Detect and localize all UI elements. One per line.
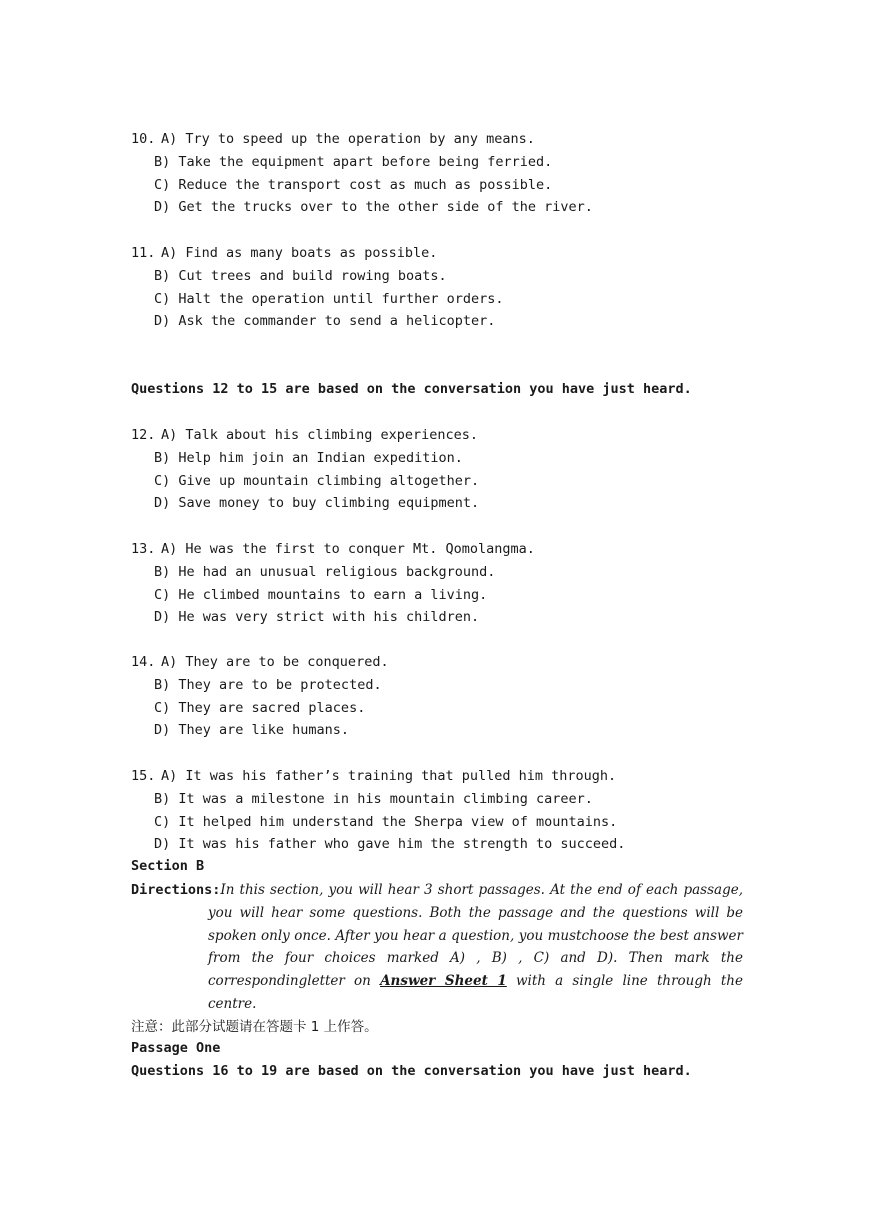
option-b: B) Take the equipment apart before being ferried. [154, 153, 553, 170]
option-b: B) It was a milestone in his mountain climbing career. [154, 790, 593, 807]
option-b: B) Help him join an Indian expedition. [154, 449, 463, 466]
questions-12-15-heading: Questions 12 to 15 are based on the conversation you have just heard. [131, 381, 692, 397]
option-a: A) They are to be conquered. [161, 654, 389, 670]
question-12 [131, 424, 479, 515]
question-number: 14. [131, 654, 156, 670]
question-14 [131, 651, 389, 742]
directions-text-part-1: In this section, you will hear 3 short passages. At the end of each passage, you will hear some questions. Both the passage and the questions will be spoken only once. After you hear a question, you mustchoose the best answer from the four choices marked A) , B) , C) and D). Then mark the correspondingletter on [208, 882, 743, 990]
option-d: D) It was his father who gave him the strength to succeed. [154, 836, 626, 853]
option-b: B) Cut trees and build rowing boats. [154, 267, 447, 284]
option-c: C) It helped him understand the Sherpa view of mountains. [154, 813, 618, 830]
option-d: D) Get the trucks over to the other side of the river. [154, 199, 593, 216]
passage-one-heading: Passage One [131, 1040, 221, 1056]
option-c: C) They are sacred places. [154, 699, 366, 716]
option-b: B) They are to be protected. [154, 676, 382, 693]
option-d: D) Save money to buy climbing equipment. [154, 495, 480, 512]
option-d: D) Ask the commander to send a helicopter. [154, 313, 496, 330]
answer-note: 注意：此部分试题请在答题卡 1 上作答。 [131, 1019, 378, 1035]
option-a: A) It was his father’s training that pulled him through. [161, 768, 617, 784]
question-number: 12. [131, 427, 156, 443]
question-15 [131, 765, 625, 856]
question-10 [131, 128, 593, 219]
option-a: A) He was the first to conquer Mt. Qomolangma. [161, 541, 535, 557]
directions-block [131, 879, 743, 1016]
option-c: C) Give up mountain climbing altogether. [154, 472, 480, 489]
option-a: A) Find as many boats as possible. [161, 245, 438, 261]
question-number: 11. [131, 245, 156, 261]
option-c: C) Reduce the transport cost as much as possible. [154, 176, 553, 193]
option-d: D) He was very strict with his children. [154, 609, 480, 626]
option-d: D) They are like humans. [154, 722, 350, 739]
question-11 [131, 242, 504, 333]
question-number: 13. [131, 541, 156, 557]
directions-text [208, 882, 743, 1012]
directions-label: Directions: [131, 882, 221, 898]
option-c: C) Halt the operation until further orders. [154, 290, 504, 307]
question-number: 10. [131, 131, 156, 147]
directions-text-part-2: with a single line through the centre. [208, 973, 743, 1012]
question-13 [131, 538, 535, 629]
option-b: B) He had an unusual religious background. [154, 563, 496, 580]
section-b-heading: Section B [131, 858, 205, 874]
option-a: A) Try to speed up the operation by any means. [161, 131, 535, 147]
questions-16-19-heading: Questions 16 to 19 are based on the conversation you have just heard. [131, 1063, 692, 1079]
option-a: A) Talk about his climbing experiences. [161, 427, 478, 443]
answer-sheet-reference: Answer Sheet 1 [380, 973, 507, 990]
question-number: 15. [131, 768, 156, 784]
option-c: C) He climbed mountains to earn a living. [154, 586, 488, 603]
